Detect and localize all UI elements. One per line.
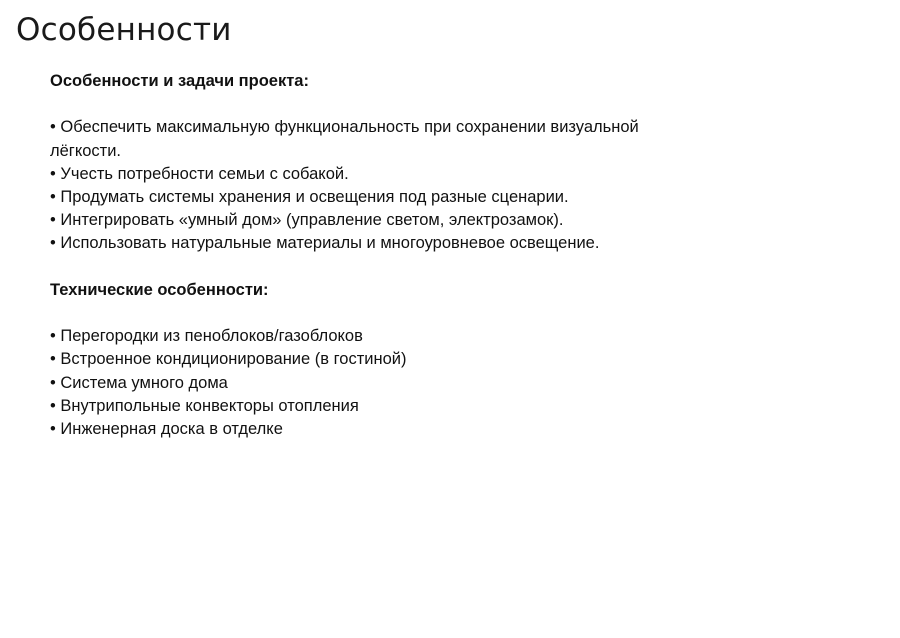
page-title: Особенности	[16, 12, 232, 48]
bullet-icon: •	[50, 350, 56, 369]
spacer	[50, 302, 850, 325]
spacer	[50, 256, 850, 279]
list-item-text: Перегородки из пеноблоков/газоблоков	[60, 327, 363, 346]
list-item-text: Учесть потребности семьи с собакой.	[60, 164, 349, 183]
list-item-text: Интегрировать «умный дом» (управление светом, электрозамок).	[60, 211, 564, 230]
bullet-icon: •	[50, 420, 56, 438]
list-item-text: Система умного дома	[60, 373, 228, 392]
list-item	[50, 209, 700, 232]
list-item-text: Использовать натуральные материалы и многоуровневое освещение.	[60, 234, 600, 253]
list-item-text: Продумать системы хранения и освещения под разные сценарии.	[60, 188, 569, 206]
spacer	[50, 93, 850, 116]
content-body	[50, 70, 850, 441]
list-item	[50, 232, 700, 255]
bullet-icon: •	[50, 188, 56, 206]
list-item	[50, 116, 700, 162]
list-item	[50, 395, 700, 418]
list-item	[50, 325, 700, 348]
list-item	[50, 186, 700, 209]
bullet-icon: •	[50, 234, 56, 253]
list-item-text: Встроенное кондиционирование (в гостиной)	[60, 350, 407, 369]
list-item	[50, 418, 700, 441]
bullet-icon: •	[50, 118, 56, 137]
bullet-icon: •	[50, 164, 56, 183]
section-heading-technical: Технические особенности:	[50, 280, 269, 299]
project-goals-list	[50, 116, 850, 255]
bullet-icon: •	[50, 396, 56, 415]
list-item-text: Внутрипольные конвекторы отопления	[60, 396, 359, 415]
list-item-text: Обеспечить максимальную функциональность при сохранении визуальной лёгкости.	[50, 118, 639, 160]
section-heading-project-goals: Особенности и задачи проекта:	[50, 72, 309, 90]
list-item-text: Инженерная доска в отделке	[60, 420, 283, 438]
list-item	[50, 372, 700, 395]
bullet-icon: •	[50, 211, 56, 230]
list-item	[50, 163, 700, 186]
list-item	[50, 348, 700, 371]
technical-features-list	[50, 325, 850, 441]
bullet-icon: •	[50, 373, 56, 392]
bullet-icon: •	[50, 327, 56, 346]
